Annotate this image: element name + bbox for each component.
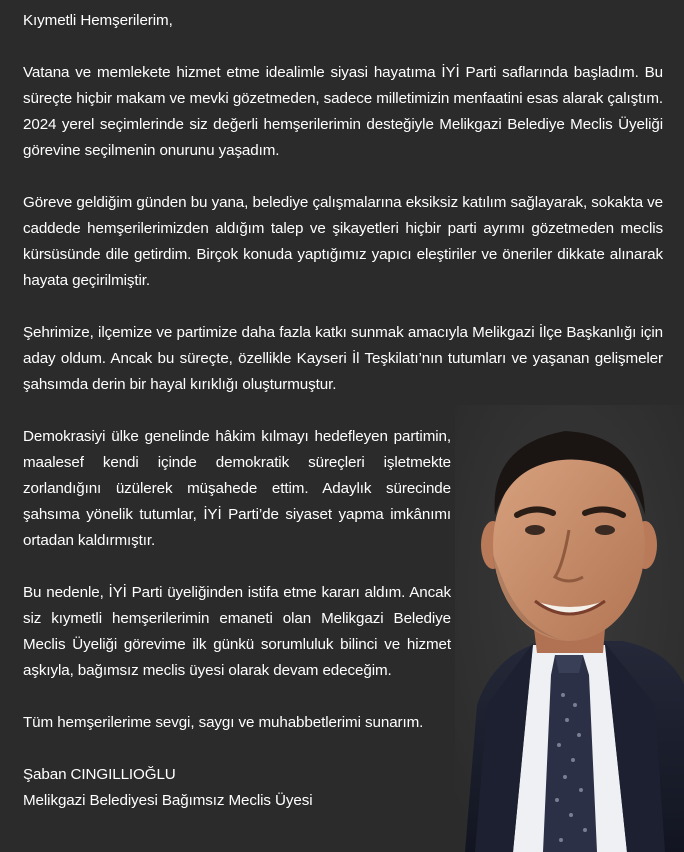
letter-paragraph: Tüm hemşerilerime sevgi, saygı ve muhabbetlerimi sunarım. bbox=[23, 714, 424, 731]
letter-greeting: Kıymetli Hemşerilerim, bbox=[23, 12, 173, 29]
signature-title: Melikgazi Belediyesi Bağımsız Meclis Üyesi bbox=[23, 792, 313, 809]
letter-paragraph: Vatana ve memlekete hizmet etme idealimle siyasi hayatıma İYİ Parti saflarında başladım. Bu süreçte hiçbir makam ve mevki gözetmeden, sadece milletimizin menfaatini esas alarak çalıştım. 2024 yerel seçimlerinde siz değerli hemşerilerimin desteğiyle Melikgazi Belediye Meclis Üyeliği görevine seçilmenin onurunu yaşadım. bbox=[23, 64, 663, 159]
letter-paragraph: Demokrasiyi ülke genelinde hâkim kılmayı hedefleyen partimin, maalesef kendi içinde demokratik süreçleri işletmekte zorlandığını üzülerek müşahede ettim. Adaylık sürecinde şahsıma yönelik tutumlar, İYİ Parti’de siyaset yapma imkânımı ortadan kaldırmıştır. bbox=[23, 428, 451, 549]
letter-paragraph: Bu nedenle, İYİ Parti üyeliğinden istifa etme kararı aldım. Ancak siz kıymetli hemşerilerimin emaneti olan Melikgazi Belediye Meclis Üyeliği görevime ilk günkü sorumluluk bilinci ve hizmet aşkıyla, bağımsız meclis üyesi olarak devam edeceğim. bbox=[23, 584, 451, 679]
author-portrait bbox=[455, 405, 684, 852]
letter-paragraph: Şehrimize, ilçemize ve partimize daha fazla katkı sunmak amacıyla Melikgazi İlçe Başkanlığı için aday oldum. Ancak bu süreçte, özellikle Kayseri İl Teşkilatı’nın tutumları ve yaşanan gelişmeler şahsımda derin bir hayal kırıklığı oluşturmuştur. bbox=[23, 324, 663, 393]
signature-name: Şaban CINGILLIOĞLU bbox=[23, 766, 176, 783]
letter-paragraph: Göreve geldiğim günden bu yana, belediye çalışmalarına eksiksiz katılım sağlayarak, sokakta ve caddede hemşerilerimizden aldığım talep ve şikayetleri hiçbir parti ayrımı gözetmeden meclis kürsüsünde dile getirdim. Birçok konuda yaptığımız yapıcı eleştiriler ve öneriler dikkate alınarak hayata geçirilmiştir. bbox=[23, 194, 663, 289]
